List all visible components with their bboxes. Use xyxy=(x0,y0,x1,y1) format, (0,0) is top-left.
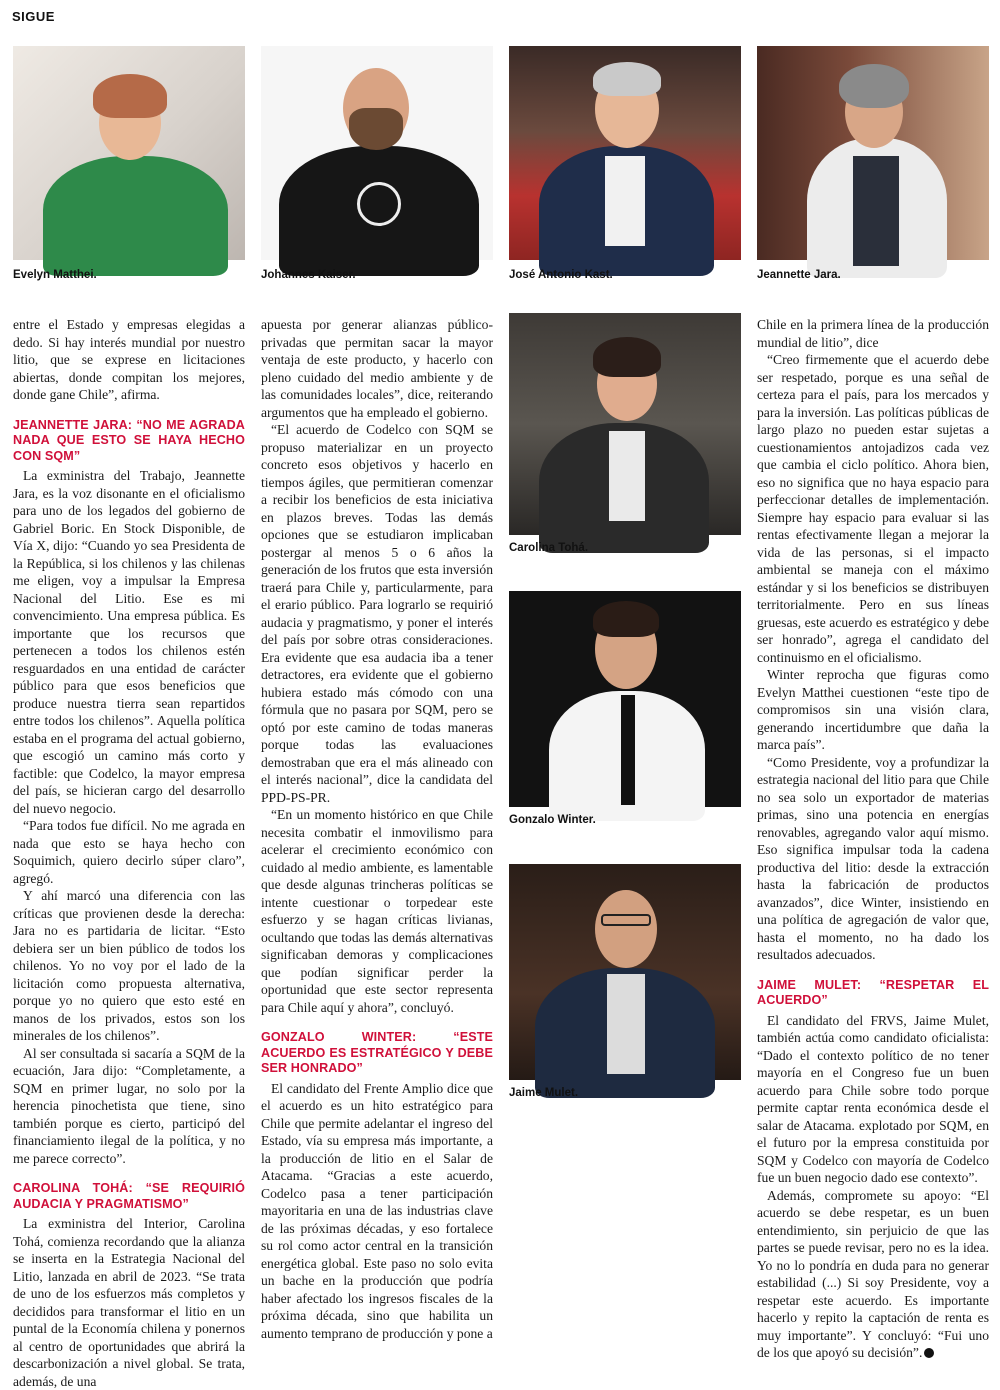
photo-jeannette-jara xyxy=(757,46,989,260)
photo-caption: Evelyn Matthei. xyxy=(13,269,97,281)
photo-caption: Carolina Tohá. xyxy=(509,542,589,554)
paragraph: El candidato del FRVS, Jaime Mulet, también actúa como candidato oficialista: “Dado el contexto político de no tener mayoría en el Congreso fue un buen acuerdo para Chile sobre todo porque permite captar renta económica desde el salar de Atacama. explotado por SQM, en el futuro por la empresa constituida por SQM y Codelco con mayoría de Codelco fue un buen negocio dado ese contexto”. xyxy=(757,1012,989,1185)
photo-caption: José Antonio Kast. xyxy=(509,269,613,281)
section-label: SIGUE xyxy=(12,9,55,24)
paragraph: Winter reprocha que figuras como Evelyn Matthei cuestionen “este tipo de compromisos sin una visión clara, generando incertidumbre que daña la marca país”. xyxy=(757,667,989,752)
article-column-4 xyxy=(757,316,989,1362)
paragraph: “Creo firmemente que el acuerdo debe ser respetado, porque es una señal de certeza para el país, para los mercados y para la inversión. Las políticas públicas de largo plazo no pueden estar sujetas a cuestionamientos antojadizos cada vez que cambia el ciclo político. Ahora bien, eso no significa que no haya espacio para perfeccionar detalles de implementación. Siempre hay espacio para evaluar si las rentas efectivamente llegan a mejorar la vida de las personas, si el impacto ambiental se maneja con el máximo estándar y si los beneficios se distribuyen territorialmente. Pero en sus líneas gruesas, este acuerdo es estratégico y debe ser honrado”, agrega el candidato del continuismo en el oficialismo. xyxy=(757,352,989,665)
section-heading: GONZALO WINTER: “ESTE ACUERDO ES ESTRATÉGICO Y DEBE SER HONRADO” xyxy=(261,1030,493,1075)
paragraph: “El acuerdo de Codelco con SQM se propuso materializar en un proyecto concreto esos objetivos y hacerlo en tiempos ágiles, que permitieran comenzar a recibir los beneficios de esta iniciativa en plazos breves. Todas las demás opciones que se estudiaron implicaban postergar al menos 5 o 6 años la generación de los frutos que esta inversión traerá para Chile y, particularmente, para el erario público. Para lograrlo se requirió audacia y pragmatismo, y poner el interés del país por sobre otras consideraciones. Era evidente que esa audacia iba a tener detractores, era evidente que el gobierno hubiera estado más cómodo con una fórmula que no pasara por SQM, pero se optó por este camino de todas maneras porque todas las evaluaciones demostraban que era el más alineado con el interés nacional”, dice la candidata del PPD-PS-PR. xyxy=(261,422,493,805)
paragraph: La exministra del Trabajo, Jeannette Jara, es la voz disonante en el oficialismo para uno de los legados del gobierno de Gabriel Boric. En Stock Disponible, de Vía X, dijo: “Cuando yo sea Presidenta de la República, si los chilenos y las chilenas me eligen, voy a impulsar la Empresa Nacional del Litio. Ese es mi convencimiento. Una empresa pública. Es importante que los recursos que pertenecen a todos los chilenos estén resguardados en una entidad de carácter público para que esos beneficios que produce nuestra tierra sean repartidos entre todos los chilenos”. Aquella política estaba en el programa del actual gobierno, que escogió un camino más corto y factible: que Codelco, la mayor empresa del país, se hicieran cargo del desarrollo del nuevo negocio. xyxy=(13,468,245,816)
section-heading: JAIME MULET: “RESPETAR EL ACUERDO” xyxy=(757,977,989,1007)
photo-gonzalo-winter xyxy=(509,591,741,807)
paragraph: “Para todos fue difícil. No me agrada en nada que esto se haya hecho con Soquimich, quiero decirlo súper claro”, agregó. xyxy=(13,818,245,886)
paragraph xyxy=(757,1187,989,1362)
photo-jaime-mulet xyxy=(509,864,741,1080)
photo-caption: Johannes Kaiser. xyxy=(261,269,356,281)
section-heading: CAROLINA TOHÁ: “SE REQUIRIÓ AUDACIA Y PRAGMATISMO” xyxy=(13,1181,245,1211)
photo-johannes-kaiser xyxy=(261,46,493,260)
article-column-1 xyxy=(13,316,245,1390)
paragraph: “En un momento histórico en que Chile necesita combatir el inmovilismo para acelerar el crecimiento económico con cuidado al medio ambiente, es lamentable que desde algunas trincheras políticas se intente cuestionar o torpedear este esfuerzo y se hagan críticas livianas, ocultando que todas las demás alternativas significaban demoras y complicaciones que podían significar perder la oportunidad que este sector representa para Chile aquí y ahora”, concluyó. xyxy=(261,807,493,1015)
photo-evelyn-matthei xyxy=(13,46,245,260)
photo-carolina-toha xyxy=(509,313,741,535)
paragraph: Chile en la primera línea de la producción mundial de litio”, dice xyxy=(757,317,989,350)
article-column-2 xyxy=(261,316,493,1342)
paragraph-text: Además, compromete su apoyo: “El acuerdo se debe respetar, es un buen entendimiento, sin perjuicio de que las partes se puede revisar, pero no es la idea. Yo no lo pondría en duda para no generar estabilidad (...) Si soy Presidente, voy a respetar este acuerdo. Es importante hacerlo y repito la captación de renta es muy importante”. Y concluyó: “Fui uno de los que apoyó su decisión”. xyxy=(757,1187,989,1360)
paragraph: apuesta por generar alianzas público-privadas que permitan sacar la mayor ventaja de este producto, y hacerlo con pleno cuidado del medio ambiente y de las comunidades locales”, dice, reiterando argumentos que ha empleado el gobierno. xyxy=(261,317,493,420)
photo-caption: Gonzalo Winter. xyxy=(509,814,596,826)
paragraph: La exministra del Interior, Carolina Tohá, comienza recordando que la alianza se inserta en la Estrategia Nacional del Litio, lanzada en abril de 2023. “Se trata de uno de los esfuerzos más completos y decididos para transformar el litio en un puntal de la Economía chilena y ponernos al centro de oportunidades que abrirá la descarbonización a nivel global. Se trata, además, de una xyxy=(13,1216,245,1389)
section-heading: JEANNETTE JARA: “NO ME AGRADA NADA QUE ESTO SE HAYA HECHO CON SQM” xyxy=(13,417,245,463)
paragraph: Y ahí marcó una diferencia con las críticas que provienen desde la derecha: Jara no es partidaria de licitar. “Esto debiera ser un bien público de todos los chilenos. Yo no voy por el lado de la licitación como propuesta alternativa, porque yo no quiero que esto esté en manos de los privados, estos son los minerales de los chilenos”. xyxy=(13,888,245,1043)
paragraph: Al ser consultada si sacaría a SQM de la ecuación, Jara dijo: “Completamente, a SQM en primer lugar, no solo por la herencia pinochetista que tiene, sino también porque es cierto, participó del financiamiento ilegal de la política, y no me parece correcto”. xyxy=(13,1045,245,1166)
paragraph: “Como Presidente, voy a profundizar la estrategia nacional del litio para que Chile no sea solo un exportador de materias primas, sino una potencia en energías renovables, agregando valor aquí mismo. Eso significa impulsar toda la cadena productiva del litio: desde la extracción hasta la fabricación de productos avanzados”, dice Winter, insistiendo en una política de agregación de valor que, hasta el momento, no ha dado los resultados adecuados. xyxy=(757,754,989,962)
paragraph: El candidato del Frente Amplio dice que el acuerdo es un hito estratégico para Chile que permite adelantar el ingreso del Estado, vía su empresa más importante, a la producción de litio en el Salar de Atacama. “Gracias a este acuerdo, Codelco pasa a tener participación mayoritaria en una de las industrias clave de las próximas décadas, y eso fortalece su rol como actor central en la transición energética global. Este paso no solo evita un bache en la producción que podría haber afectado los ingresos fiscales de la próxima década, sino que habilita un aumento temprano de producción y pone a xyxy=(261,1080,493,1341)
photo-caption: Jeannette Jara. xyxy=(757,269,841,281)
photo-caption: Jaime Mulet. xyxy=(509,1087,579,1099)
photo-jose-antonio-kast xyxy=(509,46,741,260)
paragraph: entre el Estado y empresas elegidas a dedo. Si hay interés mundial por nuestro litio, que se exprese en licitaciones abiertas, donde compitan los mejores, donde gane Chile”, afirma. xyxy=(13,317,245,402)
end-of-article-icon xyxy=(924,1348,934,1358)
